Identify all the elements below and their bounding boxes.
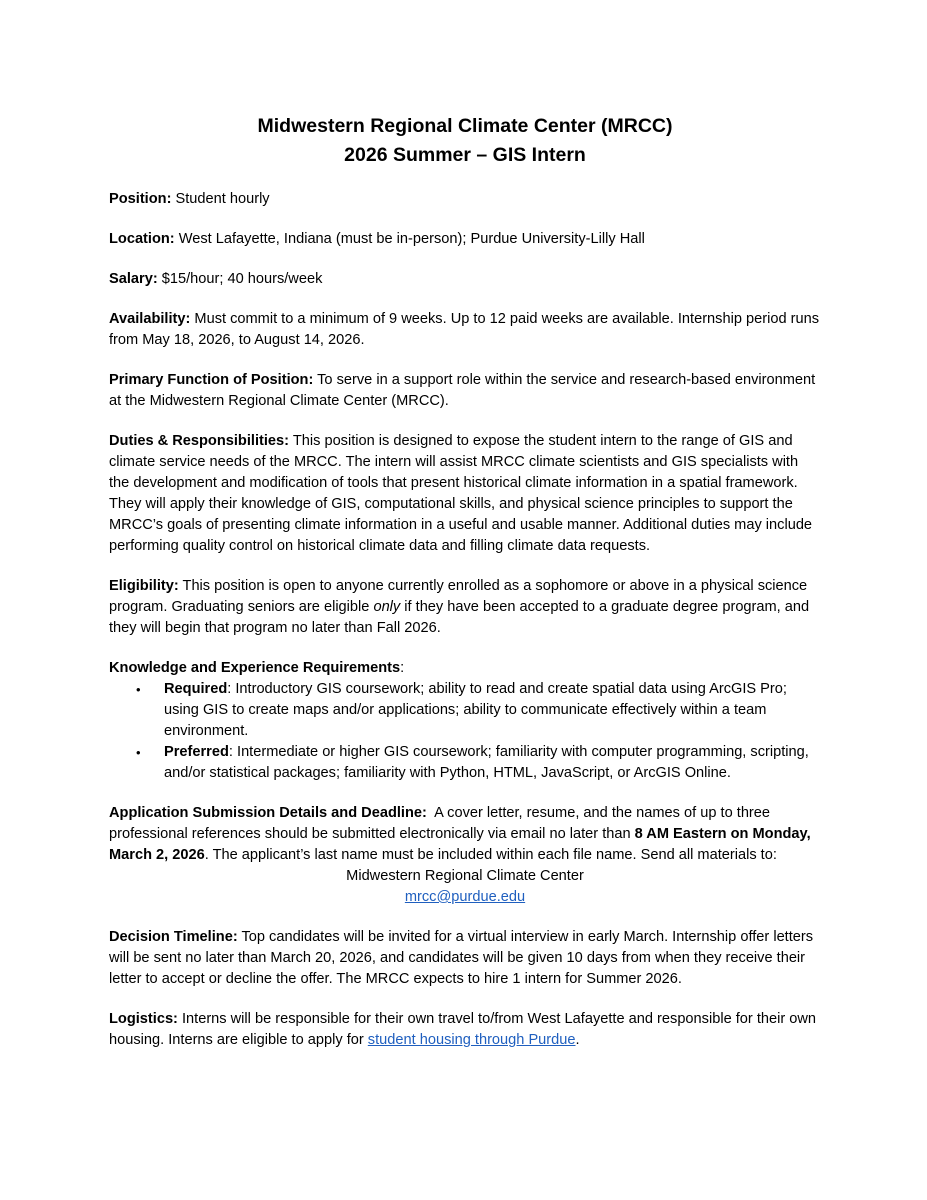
title-line-2: 2026 Summer – GIS Intern — [344, 144, 586, 166]
salary-paragraph — [109, 269, 821, 290]
location-text: West Lafayette, Indiana (must be in-person); Purdue University-Lilly Hall — [174, 231, 645, 247]
requirements-list — [109, 679, 821, 784]
knowledge-heading-text: Knowledge and Experience Requirements — [109, 660, 401, 676]
eligibility-text-before: This position is open to anyone currently enrolled as a sophomore or above in a physical science program. Graduating seniors are eligible — [109, 578, 808, 615]
application-text-before: A cover letter, resume, and the names of up to three professional references should be submitted electronically via email no later than — [109, 805, 775, 842]
availability-label: Availability: — [109, 311, 191, 327]
title-line-1: Midwestern Regional Climate Center (MRCC) — [257, 115, 673, 137]
eligibility-label: Eligibility: — [109, 578, 179, 594]
document-page — [109, 112, 821, 1070]
application-text-after: . The applicant’s last name must be included within each file name. Send all materials to: — [204, 847, 777, 863]
position-paragraph — [109, 189, 821, 210]
position-text: Student hourly — [171, 191, 270, 207]
preferred-text: : Intermediate or higher GIS coursework; familiarity with computer programming, scripting, and/or statistical packages; familiarity with Python, HTML, JavaScript, or ArcGIS Online. — [164, 744, 809, 781]
bullet-icon: • — [136, 745, 141, 760]
logistics-text-after: . — [575, 1032, 580, 1048]
position-label: Position: — [109, 191, 172, 207]
availability-paragraph — [109, 309, 821, 351]
logistics-label: Logistics: — [109, 1011, 178, 1027]
location-paragraph — [109, 229, 821, 250]
primary-function-text: To serve in a support role within the service and research-based environment at the Midwestern Regional Climate Center (MRCC). — [109, 372, 816, 409]
required-label: Required — [164, 681, 228, 697]
knowledge-heading — [109, 658, 821, 679]
preferred-label: Preferred — [164, 744, 229, 760]
duties-text: This position is designed to expose the student intern to the range of GIS and climate service needs of the MRCC. The intern will assist MRCC climate scientists and GIS specialists with the development and modification of tools that present historical climate information in a spatial framework. They will apply their knowledge of GIS, computational skills, and physical science principles to support the MRCC’s goals of presenting climate information in a useful and usable manner. Additional duties may include performing quality control on historical climate data and filling climate data requests. — [109, 433, 813, 554]
application-paragraph — [109, 803, 821, 866]
salary-label: Salary: — [109, 271, 158, 287]
list-item-preferred — [109, 742, 821, 784]
document-title — [109, 112, 821, 170]
availability-text: Must commit to a minimum of 9 weeks. Up to 12 paid weeks are available. Internship period runs from May 18, 2026, to August 14, 2026. — [109, 311, 820, 348]
bullet-icon: • — [136, 682, 141, 697]
knowledge-heading-colon: : — [400, 660, 405, 676]
recipient-email-line — [109, 887, 821, 908]
application-label: Application Submission Details and Deadline: — [109, 805, 427, 821]
eligibility-emphasis: only — [373, 599, 401, 615]
duties-label: Duties & Responsibilities: — [109, 433, 290, 449]
eligibility-text-after: if they have been accepted to a graduate degree program, and they will begin that program no later than Fall 2026. — [109, 599, 810, 636]
required-text: : Introductory GIS coursework; ability to read and create spatial data using ArcGIS Pro; using GIS to create maps and/or applications; ability to communicate effectively within a team environment. — [164, 681, 787, 739]
housing-link[interactable]: student housing through Purdue — [367, 1032, 576, 1048]
salary-text: $15/hour; 40 hours/week — [157, 271, 323, 287]
recipient-name: Midwestern Regional Climate Center — [346, 868, 584, 884]
application-deadline: 8 AM Eastern on Monday, March 2, 2026 — [109, 826, 811, 863]
list-item-required — [109, 679, 821, 742]
eligibility-paragraph — [109, 576, 821, 639]
recipient-block — [109, 866, 821, 908]
decision-text: Top candidates will be invited for a virtual interview in early March. Internship offer letters will be sent no later than March 20, 2026, and candidates will be given 10 days from when they receive their letter to accept or decline the offer. The MRCC expects to hire 1 intern for Summer 2026. — [109, 929, 814, 987]
decision-label: Decision Timeline: — [109, 929, 238, 945]
decision-paragraph — [109, 927, 821, 990]
logistics-paragraph — [109, 1009, 821, 1051]
logistics-text-before: Interns will be responsible for their own travel to/from West Lafayette and responsible for their own housing. Interns are eligible to apply for — [109, 1011, 817, 1048]
primary-function-paragraph — [109, 370, 821, 412]
email-link[interactable]: mrcc@purdue.edu — [404, 889, 526, 905]
location-label: Location: — [109, 231, 175, 247]
duties-paragraph — [109, 431, 821, 557]
primary-function-label: Primary Function of Position: — [109, 372, 314, 388]
